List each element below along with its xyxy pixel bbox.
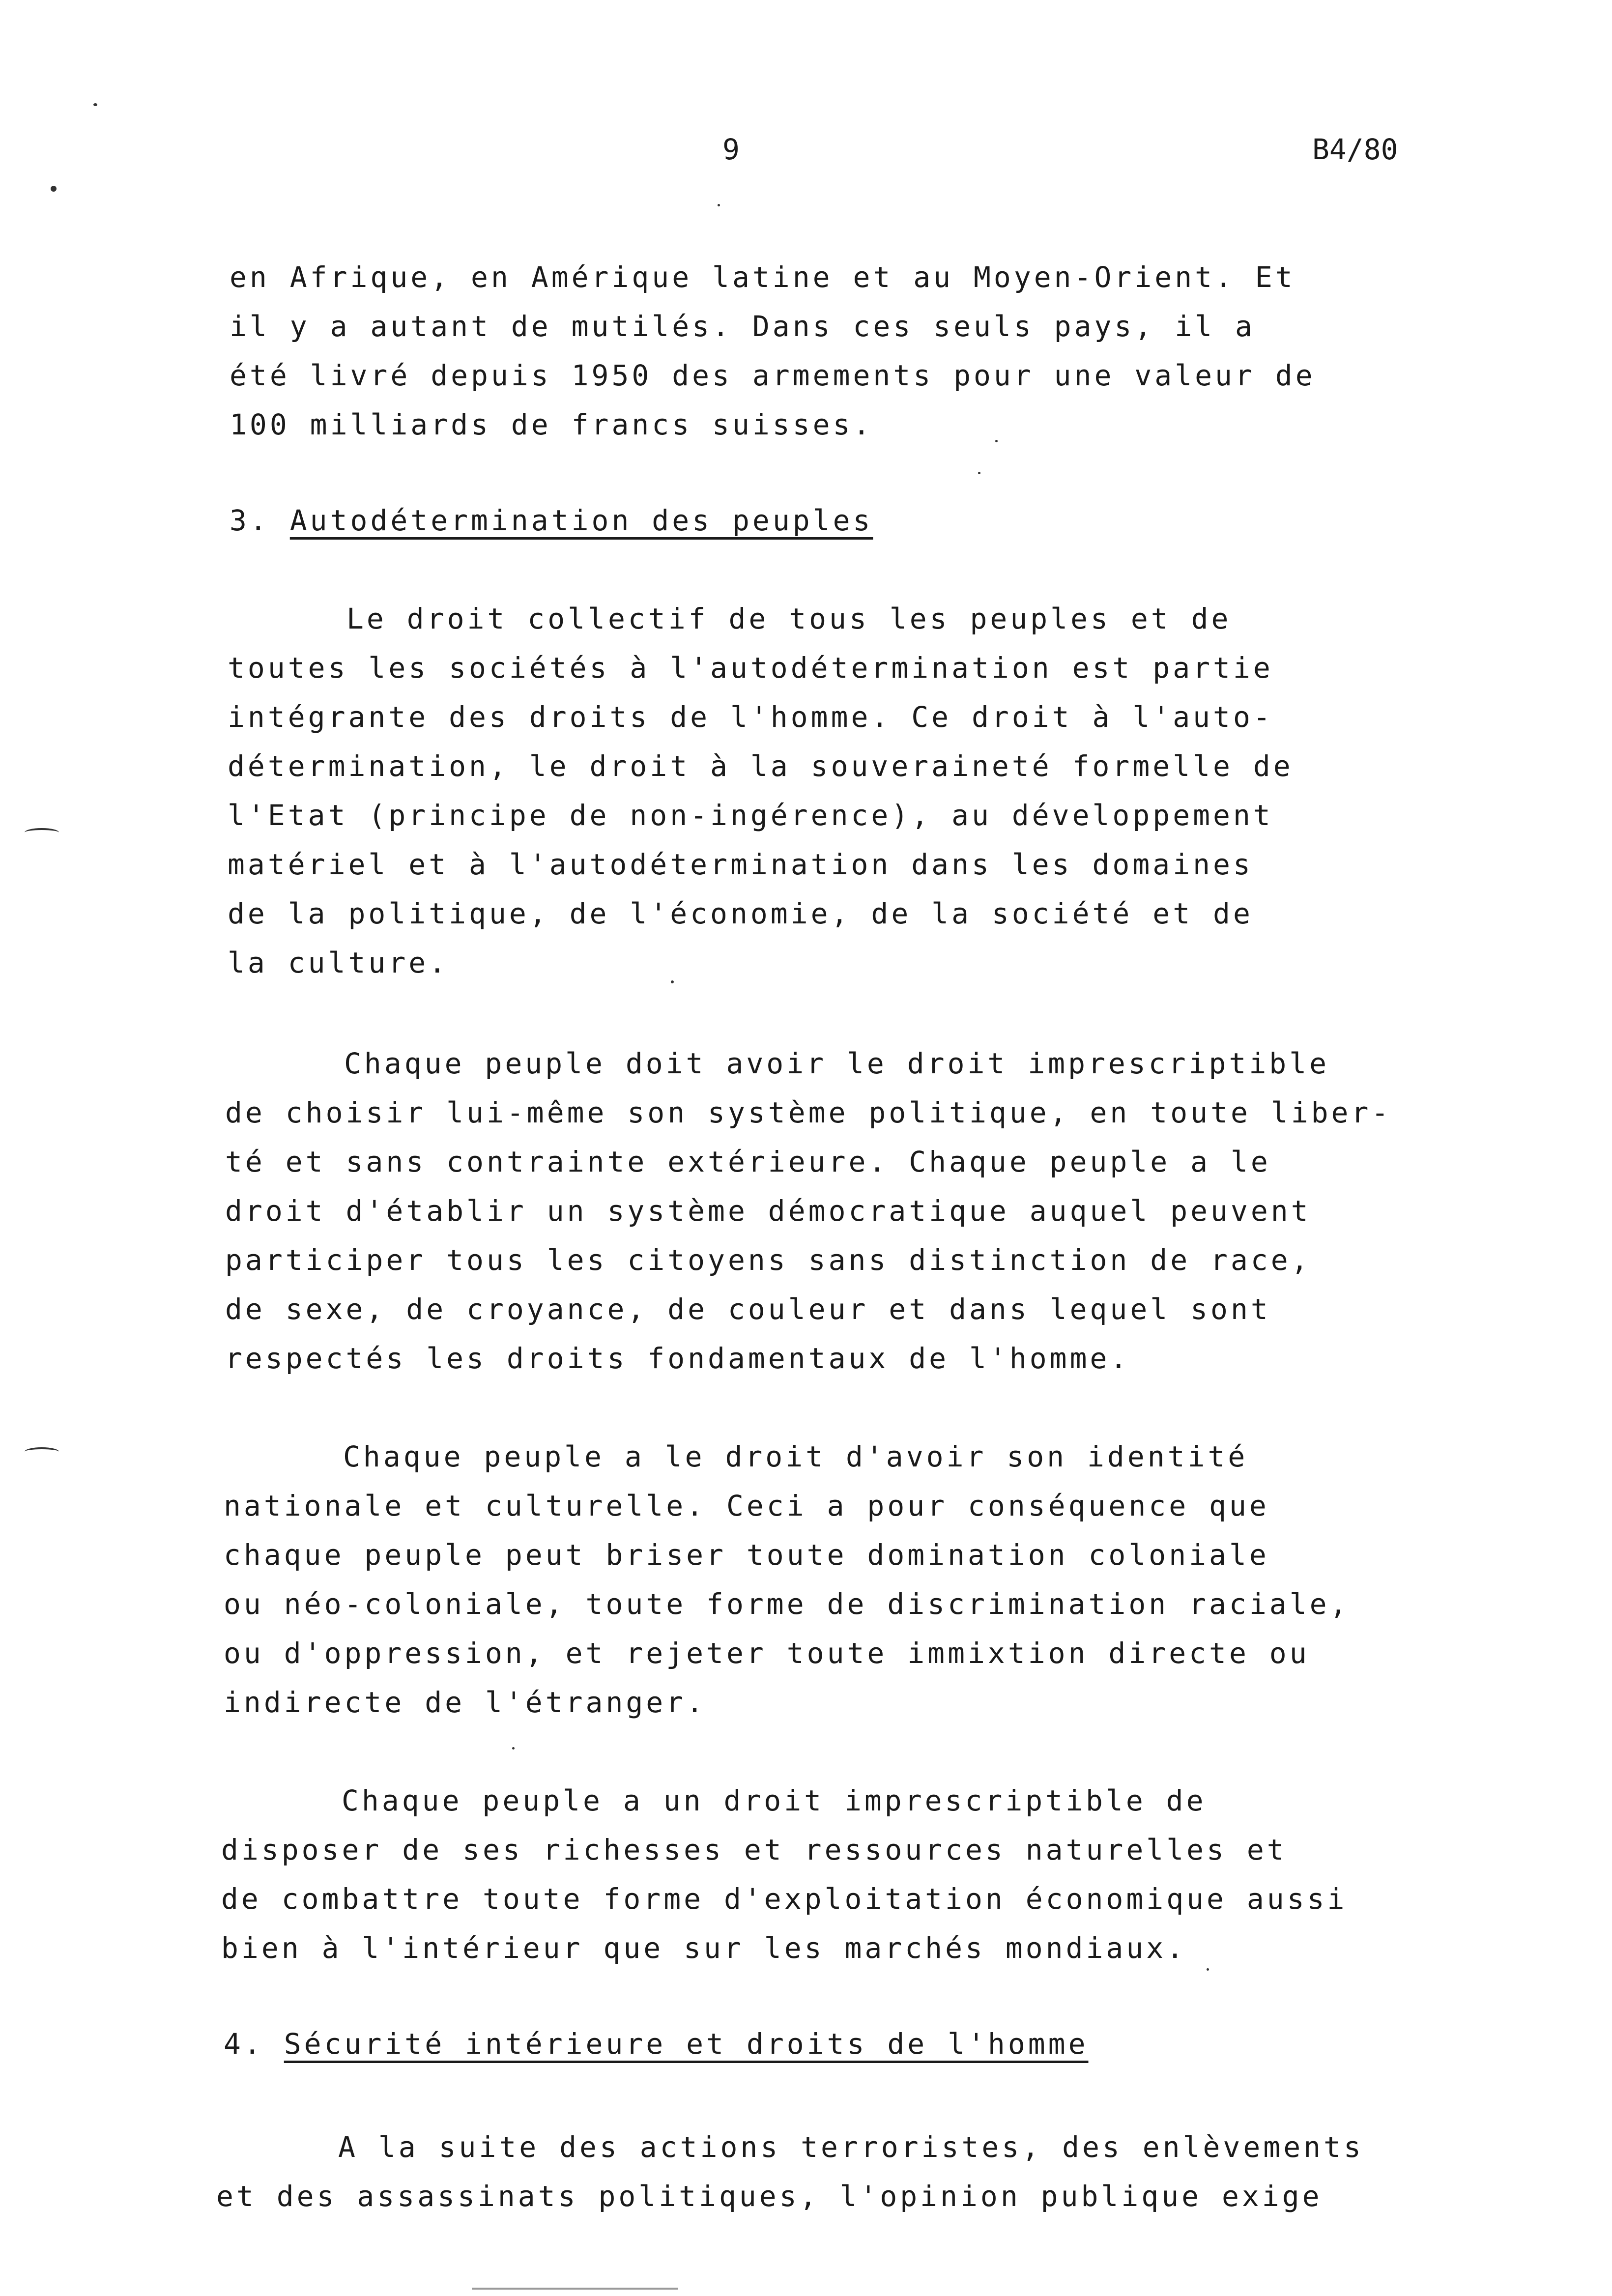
- section-number: 4.: [224, 2027, 264, 2061]
- paragraph-line: Chaque peuple doit avoir le droit imprescriptible: [344, 1047, 1330, 1080]
- paragraph-line: détermination, le droit à la souveraineté formelle de: [228, 749, 1294, 783]
- paragraph-line: en Afrique, en Amérique latine et au Moyen-Orient. Et: [230, 260, 1295, 294]
- scan-speck: [93, 103, 97, 106]
- paragraph-line: ou néo-coloniale, toute forme de discrimination raciale,: [224, 1587, 1350, 1621]
- paragraph-line: Le droit collectif de tous les peuples et de: [346, 602, 1232, 635]
- scan-speck: [512, 1747, 515, 1750]
- scan-speck: [718, 204, 720, 206]
- paragraph-line: de combattre toute forme d'exploitation économique aussi: [221, 1882, 1348, 1916]
- paragraph-line: toutes les sociétés à l'autodétermination est partie: [228, 651, 1273, 685]
- scan-mark: [25, 828, 59, 837]
- scan-speck: [978, 472, 980, 474]
- paragraph-line: droit d'établir un système démocratique auquel peuvent: [225, 1194, 1311, 1228]
- paragraph-line: été livré depuis 1950 des armements pour une valeur de: [230, 359, 1316, 392]
- paragraph-line: chaque peuple peut briser toute domination coloniale: [224, 1538, 1269, 1572]
- paragraph-line: A la suite des actions terroristes, des enlèvements: [338, 2130, 1364, 2164]
- paragraph-line: et des assassinats politiques, l'opinion publique exige: [216, 2180, 1323, 2213]
- section-heading-4: [224, 2027, 1089, 2061]
- document-reference: B4/80: [1312, 133, 1398, 166]
- paragraph-line: respectés les droits fondamentaux de l'homme.: [225, 1342, 1130, 1375]
- paragraph-line: nationale et culturelle. Ceci a pour conséquence que: [224, 1489, 1269, 1522]
- scan-mark: [25, 1447, 59, 1456]
- paragraph-line: disposer de ses richesses et ressources naturelles et: [221, 1833, 1287, 1866]
- paragraph-line: de choisir lui-même son système politique, en toute liber-: [225, 1096, 1392, 1129]
- paragraph-line: té et sans contrainte extérieure. Chaque peuple a le: [225, 1145, 1271, 1178]
- paragraph-line: il y a autant de mutilés. Dans ces seuls pays, il a: [230, 310, 1255, 343]
- paragraph-line: bien à l'intérieur que sur les marchés mondiaux.: [221, 1931, 1187, 1965]
- paragraph-line: indirecte de l'étranger.: [224, 1686, 707, 1719]
- paragraph-line: Chaque peuple a un droit imprescriptible de: [342, 1784, 1207, 1817]
- paragraph-line: intégrante des droits de l'homme. Ce droit à l'auto-: [228, 700, 1273, 734]
- section-title: Autodétermination des peuples: [289, 504, 873, 537]
- scan-speck: [51, 186, 57, 192]
- scan-speck: [995, 440, 998, 442]
- scan-speck: [671, 980, 674, 983]
- paragraph-line: matériel et à l'autodétermination dans les domaines: [228, 848, 1253, 881]
- scan-speck: [1207, 1968, 1209, 1971]
- section-title: Sécurité intérieure et droits de l'homme: [284, 2027, 1089, 2061]
- page-bottom-rule: [472, 2288, 678, 2290]
- page-number: 9: [722, 133, 740, 166]
- paragraph-line: participer tous les citoyens sans distinction de race,: [225, 1243, 1311, 1277]
- paragraph-line: 100 milliards de francs suisses.: [230, 408, 873, 441]
- section-heading-3: [230, 504, 873, 537]
- paragraph-line: de sexe, de croyance, de couleur et dans lequel sont: [225, 1292, 1271, 1326]
- paragraph-line: l'Etat (principe de non-ingérence), au développement: [228, 799, 1273, 832]
- paragraph-line: Chaque peuple a le droit d'avoir son identité: [343, 1440, 1248, 1473]
- paragraph-line: ou d'oppression, et rejeter toute immixtion directe ou: [224, 1636, 1310, 1670]
- paragraph-line: de la politique, de l'économie, de la société et de: [228, 897, 1253, 930]
- section-number: 3.: [230, 504, 270, 537]
- paragraph-line: la culture.: [228, 946, 449, 979]
